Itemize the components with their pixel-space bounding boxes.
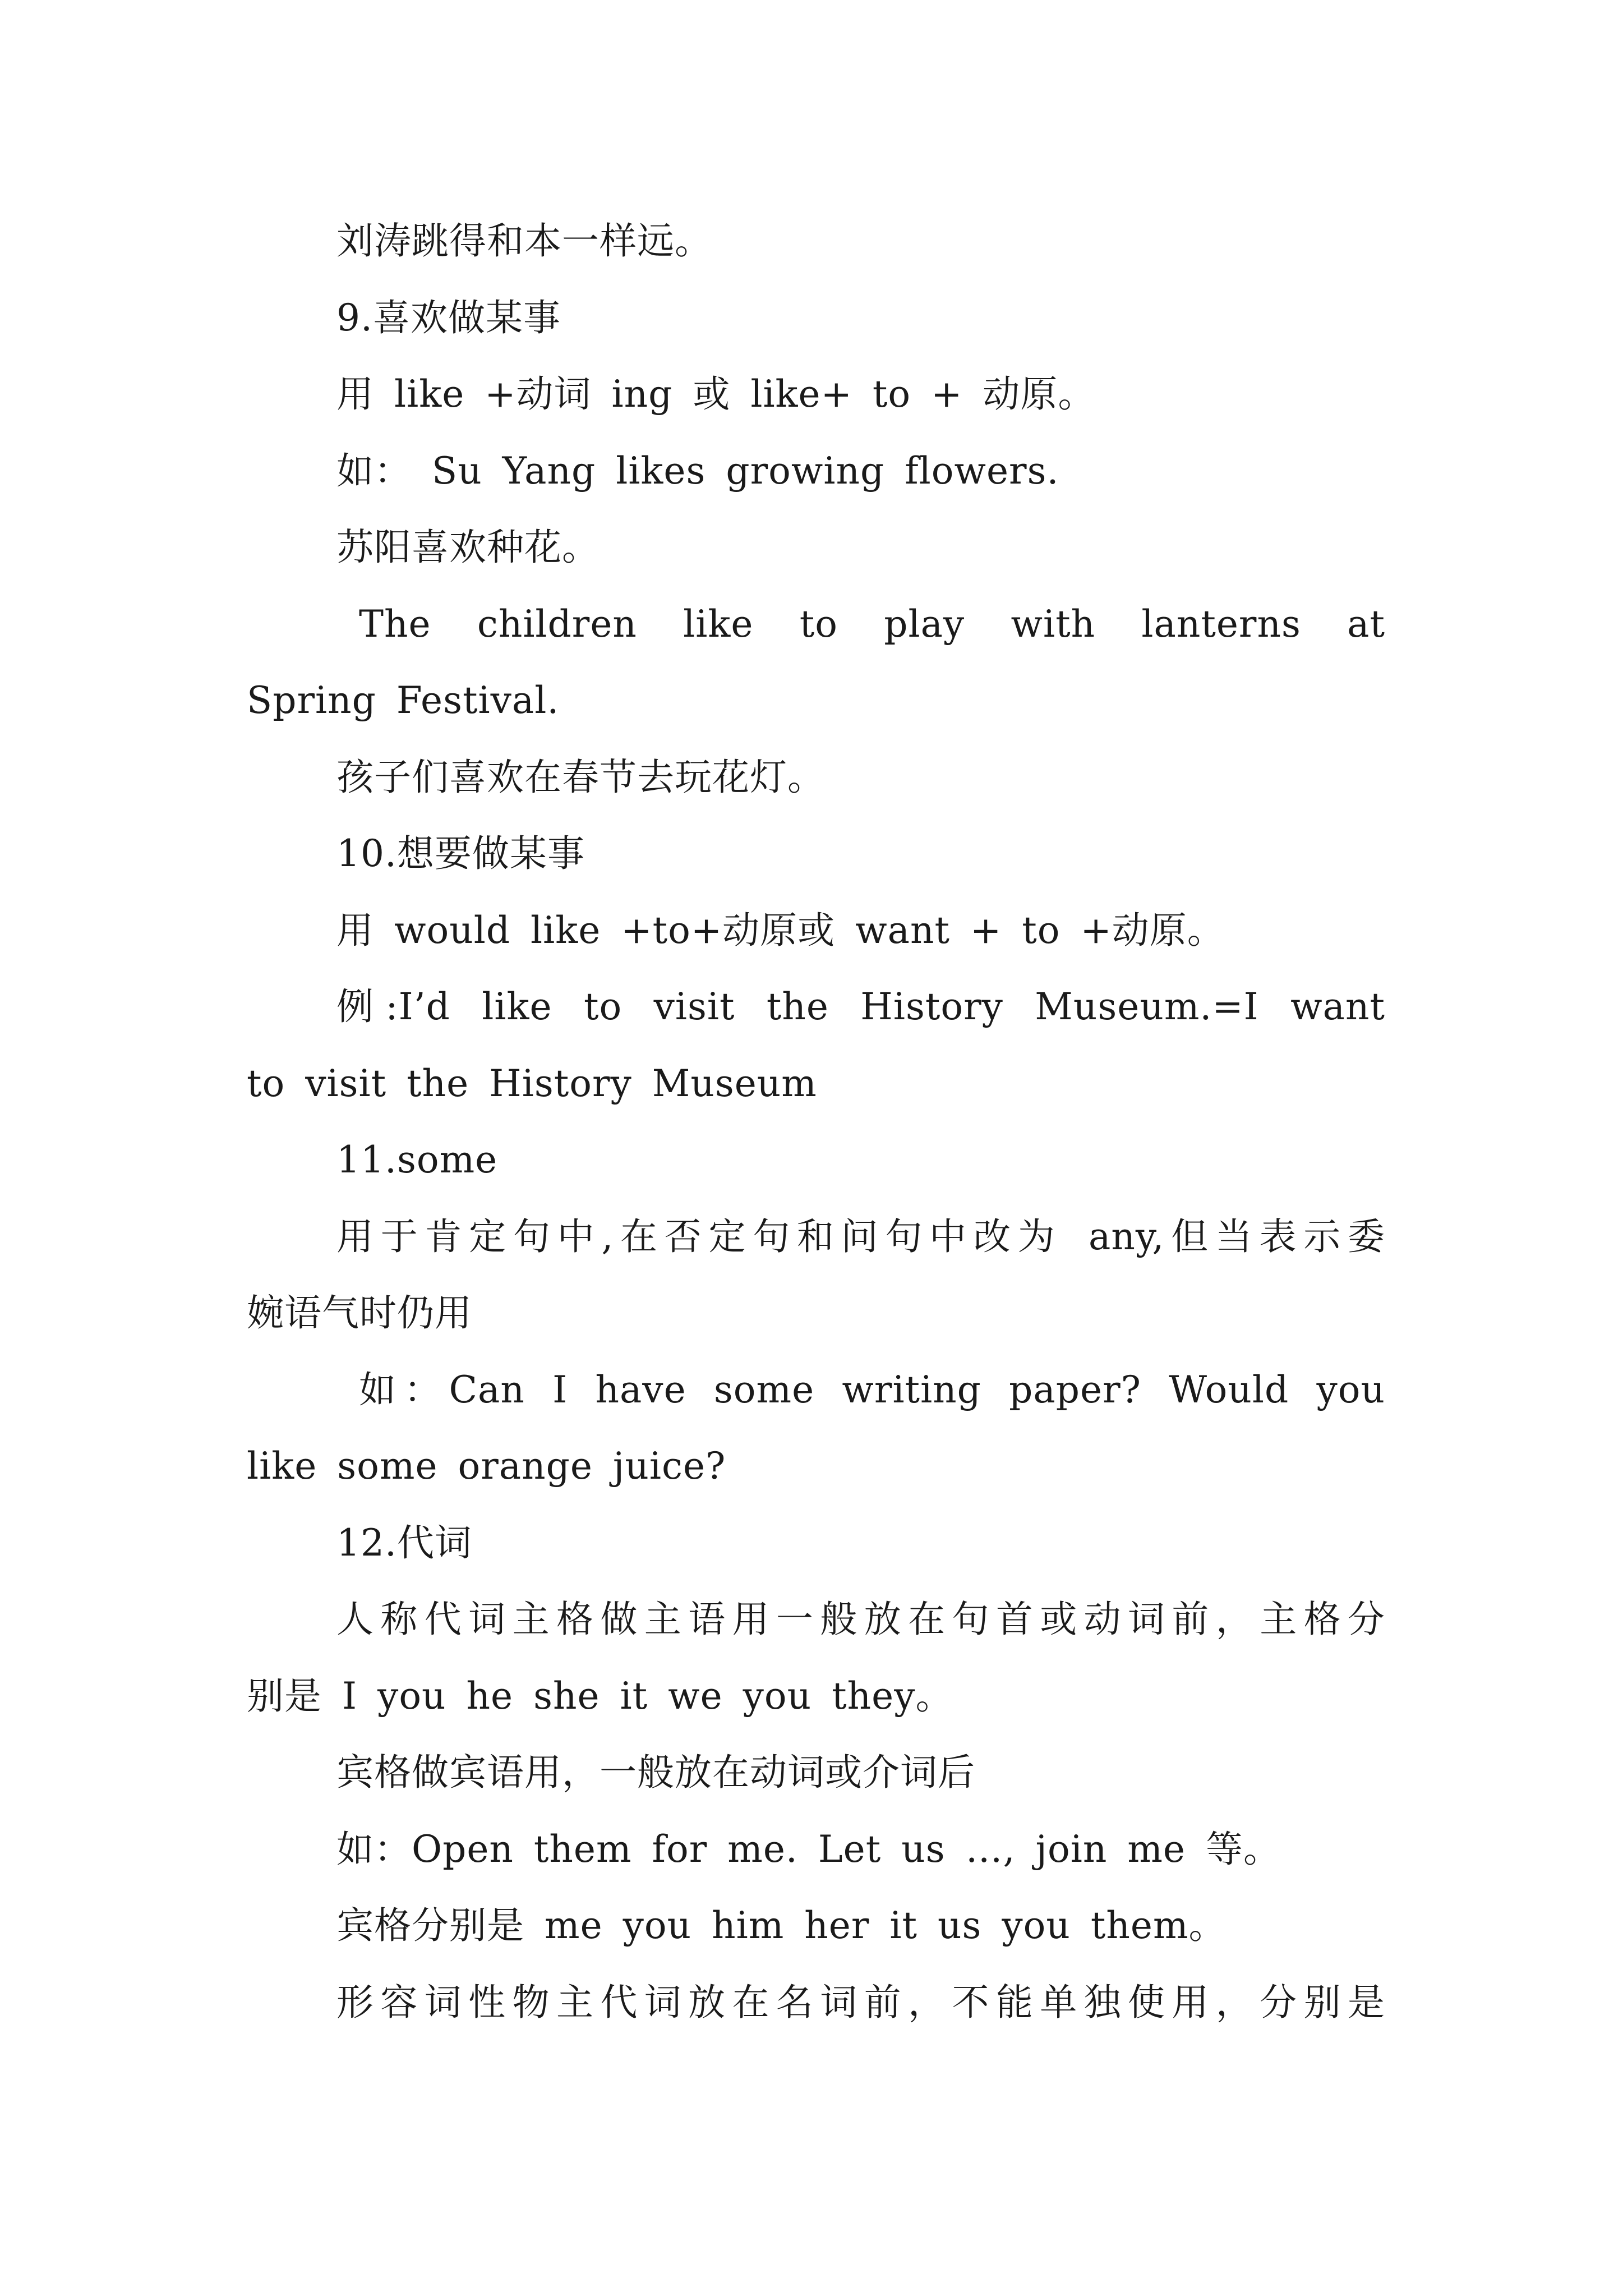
text-line: 刘涛跳得和本一样远。 — [336, 219, 712, 263]
translation-line: 孩子们喜欢在春节去玩花灯。 — [336, 755, 825, 799]
text-line: 用 like +动词 ing 或 like+ to + 动原。 — [336, 372, 1096, 416]
example-line: 如：Can I have some writing paper? Would you — [359, 1368, 1385, 1411]
example-line-continued: like some orange juice? — [247, 1444, 726, 1488]
example-line: 如：Open them for me. Let us …, join me 等。 — [336, 1827, 1281, 1871]
text-line: 用于肯定句中,在否定句和问句中改为 any,但当表示委 — [336, 1214, 1385, 1258]
text-line: 宾格分别是 me you him her it us you them。 — [336, 1904, 1227, 1947]
section-heading-11: 11.some — [336, 1138, 498, 1181]
text-line: 宾格做宾语用，一般放在动词或介词后 — [336, 1751, 975, 1794]
example-line-continued: to visit the History Museum — [247, 1061, 817, 1105]
text-line: 形容词性物主代词放在名词前，不能单独使用，分别是 — [336, 1980, 1385, 2024]
example-line: 例:I’d like to visit the History Museum.=I want — [336, 985, 1385, 1028]
example-line: The children like to play with lanterns at — [359, 602, 1385, 646]
text-line: 人称代词主格做主语用一般放在句首或动词前，主格分 — [336, 1598, 1385, 1641]
text-line-continued: 别是 I you he she it we you they。 — [247, 1674, 953, 1718]
section-heading-9: 9.喜欢做某事 — [336, 296, 561, 339]
text-line-continued: 婉语气时仍用 — [247, 1291, 472, 1335]
text-line: 用 would like +to+动原或 want + to +动原。 — [336, 908, 1225, 952]
section-heading-10: 10.想要做某事 — [336, 832, 585, 875]
translation-line: 苏阳喜欢种花。 — [336, 526, 600, 569]
example-line-continued: Spring Festival. — [247, 679, 560, 722]
example-line: 如： Su Yang likes growing flowers. — [336, 449, 1059, 493]
section-heading-12: 12.代词 — [336, 1521, 472, 1565]
document-body — [247, 203, 1385, 2041]
